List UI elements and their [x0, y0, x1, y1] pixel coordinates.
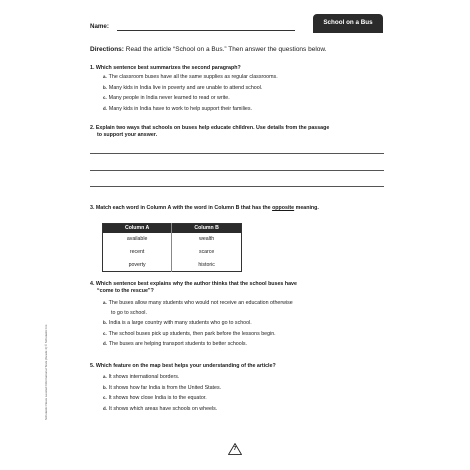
page-number-text: 7: [233, 446, 237, 452]
q2-answer-line-3[interactable]: [90, 186, 384, 187]
matching-table-header: [103, 224, 242, 233]
column-b-header: Column B: [172, 224, 242, 233]
q1-option-d[interactable]: d. Many kids in India have to work to help support their families.: [103, 106, 252, 113]
q4-option-a[interactable]: a. The buses allow many students who would not receive an education otherwise: [103, 300, 293, 306]
column-b-word[interactable]: wealth: [199, 236, 215, 242]
q4-option-a-continued: to go to school.: [111, 309, 147, 316]
question-1-options: [103, 72, 383, 115]
question-5-options: [103, 372, 383, 415]
question-4-prompt: 4. Which sentence best explains why the author thinks that the school buses have “come to the rescue”?: [90, 281, 297, 295]
q4-option-b[interactable]: b. India is a large country with many students who go to school.: [103, 320, 252, 327]
q5-option-a[interactable]: a. It shows international borders.: [103, 374, 180, 380]
q1-option-b[interactable]: b. Many kids in India live in poverty and are unable to attend school.: [103, 84, 263, 91]
column-a-header: Column A: [103, 224, 172, 233]
question-5-prompt: 5. Which feature on the map best helps your understanding of the article?: [90, 363, 276, 369]
question-3-prompt: 3. Match each word in Column A with the word in Column B that has the opposite meaning.: [90, 205, 319, 211]
directions: [90, 46, 327, 53]
q4-option-c[interactable]: c. The school buses pick up students, then park before the lessons begin.: [103, 330, 276, 337]
column-b-word[interactable]: scarce: [198, 249, 215, 255]
worksheet-title-tab: School on a Bus: [313, 14, 383, 32]
q1-option-c[interactable]: c. Many people in India never learned to read or write.: [103, 95, 230, 102]
question-1-prompt: 1. Which sentence best summarizes the second paragraph?: [90, 65, 241, 71]
column-a-word[interactable]: recent: [103, 246, 172, 259]
q5-option-d[interactable]: d. It shows which areas have schools on wheels.: [103, 406, 218, 413]
q4-option-d[interactable]: d. The buses are helping transport students to better schools.: [103, 341, 248, 348]
copyright-sidenote: Scholastic News Leveled Informational Texts (Grade 4) © Scholastic Inc.: [44, 323, 48, 420]
page-number: [228, 443, 242, 455]
column-a-word[interactable]: available: [103, 233, 172, 246]
title-rule: [313, 32, 383, 33]
question-4-options: [103, 298, 383, 350]
name-label: Name:: [90, 23, 109, 30]
q5-option-c[interactable]: c. It shows how close India is to the equator.: [103, 395, 207, 402]
q2-answer-line-2[interactable]: [90, 170, 384, 171]
q1-option-a[interactable]: a. The classroom buses have all the same supplies as regular classrooms.: [103, 74, 278, 80]
table-row: [103, 233, 242, 246]
q2-answer-line-1[interactable]: [90, 153, 384, 154]
name-blank-line: [117, 30, 295, 31]
matching-table: [102, 223, 242, 272]
question-2-prompt: 2. Explain two ways that schools on buses help educate children. Use details from the passage to support your answer.: [90, 125, 330, 139]
q5-option-b[interactable]: b. It shows how far India is from the United States.: [103, 384, 222, 391]
directions-label: Directions:: [90, 46, 124, 53]
table-row: [103, 259, 242, 272]
column-a-word[interactable]: poverty: [103, 259, 172, 272]
column-b-word[interactable]: historic: [198, 261, 215, 268]
directions-text: Read the article “School on a Bus.” Then answer the questions below.: [123, 46, 327, 53]
table-row: [103, 246, 242, 259]
